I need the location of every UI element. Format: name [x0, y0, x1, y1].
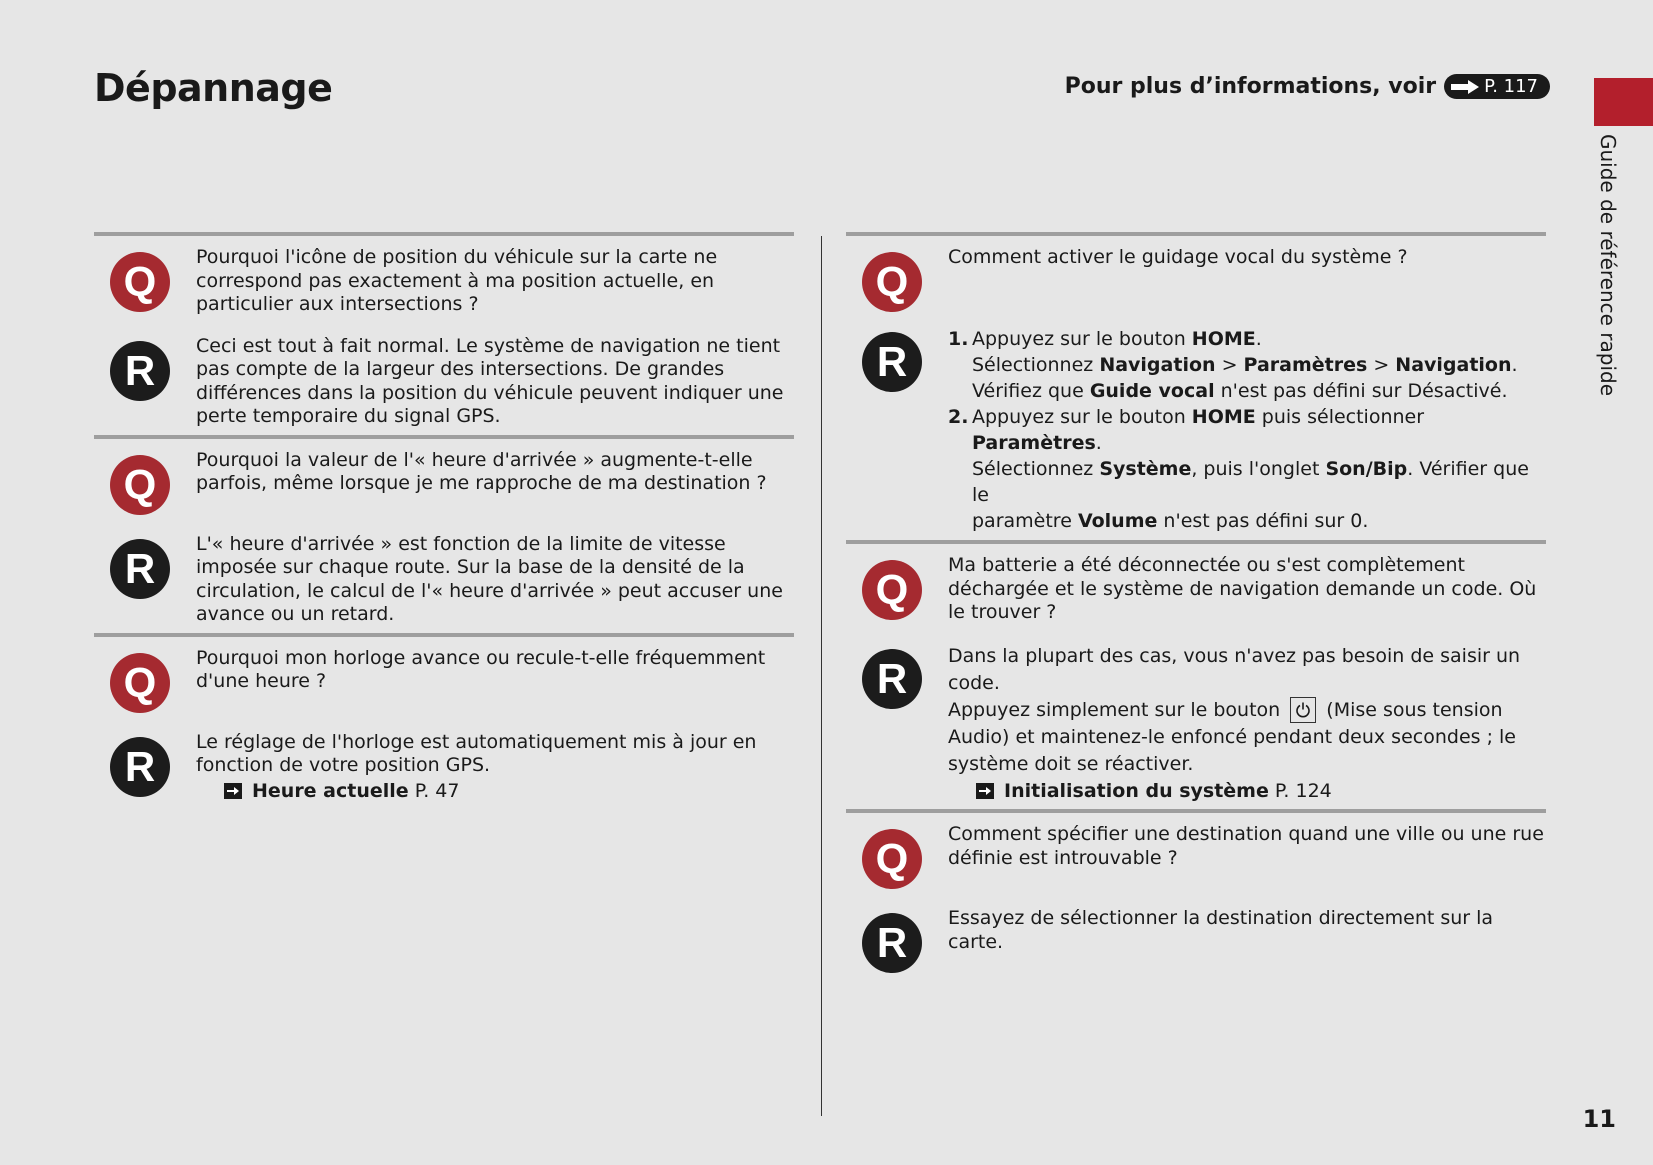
question-row: [846, 246, 1546, 312]
step-text: paramètre: [972, 510, 1078, 532]
reference-title: Initialisation du système: [1004, 779, 1269, 802]
question-text: Comment spécifier une destination quand une ville ou une rue définie est introuvable ?: [948, 823, 1544, 869]
answer-icon: R: [110, 737, 170, 797]
arrow-right-icon: [1450, 79, 1480, 95]
answer-text: Essayez de sélectionner la destination directement sur la carte.: [948, 907, 1494, 953]
question-row: [846, 823, 1546, 889]
answer-icon: R: [862, 332, 922, 392]
question-text: Pourquoi la valeur de l'« heure d'arrivée » augmente-t-elle parfois, même lorsque je me rapproche de ma destination ?: [196, 448, 767, 494]
question-text: Pourquoi mon horloge avance ou recule-t-elle fréquemment d'une heure ?: [196, 646, 766, 692]
step-text: >: [1215, 354, 1244, 376]
answer-row: [846, 643, 1546, 804]
step-keyword: Paramètres: [972, 432, 1096, 454]
question-text: Comment activer le guidage vocal du système ?: [948, 246, 1408, 268]
step-keyword: Navigation: [1395, 354, 1512, 376]
page-ref-link[interactable]: [1444, 74, 1550, 99]
step-text: n'est pas défini sur 0.: [1157, 510, 1369, 532]
answer-text-power: [948, 697, 1546, 778]
step-text: Sélectionnez: [972, 354, 1100, 376]
step-number: 1.: [948, 328, 969, 350]
question-text: Pourquoi l'icône de position du véhicule sur la carte ne correspond pas exactement à ma position actuelle, en particulier aux intersections ?: [196, 246, 718, 315]
step-text: , puis l'onglet: [1191, 458, 1326, 480]
answer-text: L'« heure d'arrivée » est fonction de la limite de vitesse imposée sur chaque route. Sur la base de la densité de la circulation, le calcul de l'« heure d'arrivée » peut accuser une avance ou un retard.: [196, 532, 783, 625]
answer-row: [94, 533, 794, 627]
reference-title: Heure actuelle: [252, 779, 409, 802]
step-text: . Vérifier que le: [972, 458, 1529, 506]
reference-page: P. 124: [1274, 779, 1332, 802]
step-number: 2.: [948, 406, 969, 428]
question-icon: Q: [110, 252, 170, 312]
answer-text: Dans la plupart des cas, vous n'avez pas besoin de saisir un code.: [948, 644, 1521, 694]
cross-reference-link[interactable]: [224, 780, 794, 804]
left-column: [94, 232, 794, 809]
question-row: [94, 647, 794, 713]
qa-block-battery-code: [846, 540, 1546, 809]
steps-list: [948, 326, 1546, 534]
step-body: [972, 404, 1546, 534]
answer-content: [948, 326, 1546, 534]
step-keyword: Volume: [1077, 510, 1158, 532]
question-icon: Q: [862, 829, 922, 889]
qa-block-arrival-time: [94, 435, 794, 633]
answer-text: (Mise sous tension Audio) et maintenez-le enfoncé pendant deux secondes ; le système doit se réactiver.: [948, 698, 1516, 775]
reference-page: P. 47: [414, 779, 460, 802]
step-keyword: Paramètres: [1243, 354, 1368, 376]
side-tab-marker: [1594, 78, 1653, 126]
column-divider: [821, 236, 822, 1116]
qa-block-voice-guidance: [846, 232, 1546, 540]
step-text: .: [1511, 354, 1518, 376]
step-keyword: HOME: [1191, 328, 1256, 350]
question-icon: Q: [862, 252, 922, 312]
step-text: Appuyez sur le bouton: [972, 328, 1192, 350]
step-body: [972, 326, 1546, 404]
step-text: >: [1367, 354, 1396, 376]
qa-block-vehicle-position: [94, 232, 794, 435]
qa-block-clock: [94, 633, 794, 810]
question-icon: Q: [110, 653, 170, 713]
question-row: [94, 246, 794, 317]
step-keyword: HOME: [1191, 406, 1256, 428]
answer-icon: R: [110, 341, 170, 401]
question-text: Ma batterie a été déconnectée ou s'est complètement déchargée et le système de navigation demande un code. Où le trouver ?: [948, 554, 1537, 623]
step-text: .: [1095, 432, 1102, 454]
more-info-label: Pour plus d’informations, voir: [1064, 74, 1437, 99]
question-icon: Q: [862, 560, 922, 620]
step-text: n'est pas défini sur Désactivé.: [1214, 380, 1508, 402]
answer-content: [196, 731, 794, 804]
more-info: [1065, 74, 1550, 99]
answer-content: [948, 643, 1546, 804]
right-column: [846, 232, 1546, 979]
step-keyword: Son/Bip: [1325, 458, 1408, 480]
question-row: [94, 449, 794, 515]
answer-text: Le réglage de l'horloge est automatiquement mis à jour en fonction de votre position GPS.: [196, 730, 757, 776]
question-row: [846, 554, 1546, 625]
step-text: puis sélectionner: [1255, 406, 1425, 428]
step-item: [948, 326, 1546, 404]
step-text: Appuyez sur le bouton: [972, 406, 1192, 428]
answer-text: Ceci est tout à fait normal. Le système de navigation ne tient pas compte de la largeur des intersections. De grandes différences dans la position du véhicule peuvent indiquer une perte temporaire du signal GPS.: [196, 334, 784, 427]
answer-row: [94, 335, 794, 429]
reference-arrow-icon: [224, 783, 242, 799]
step-item: [948, 404, 1546, 534]
step-text: Sélectionnez: [972, 458, 1100, 480]
page-ref-text: P. 117: [1484, 76, 1538, 97]
answer-row: [846, 907, 1546, 973]
cross-reference-link[interactable]: [976, 780, 1546, 804]
step-text: Vérifiez que: [972, 380, 1090, 402]
step-keyword: Système: [1099, 458, 1192, 480]
answer-row: [846, 326, 1546, 534]
step-text: .: [1255, 328, 1262, 350]
answer-row: [94, 731, 794, 804]
answer-icon: R: [110, 539, 170, 599]
answer-icon: R: [862, 649, 922, 709]
side-section-label: Guide de référence rapide: [1596, 134, 1620, 397]
step-keyword: Guide vocal: [1089, 380, 1215, 402]
reference-arrow-icon: [976, 783, 994, 799]
page-number: 11: [1582, 1105, 1616, 1133]
page-title: Dépannage: [94, 66, 333, 110]
question-icon: Q: [110, 455, 170, 515]
power-button-icon: [1290, 697, 1316, 723]
answer-icon: R: [862, 913, 922, 973]
answer-text: Appuyez simplement sur le bouton: [948, 698, 1281, 721]
step-keyword: Navigation: [1099, 354, 1216, 376]
qa-block-destination: [846, 809, 1546, 979]
